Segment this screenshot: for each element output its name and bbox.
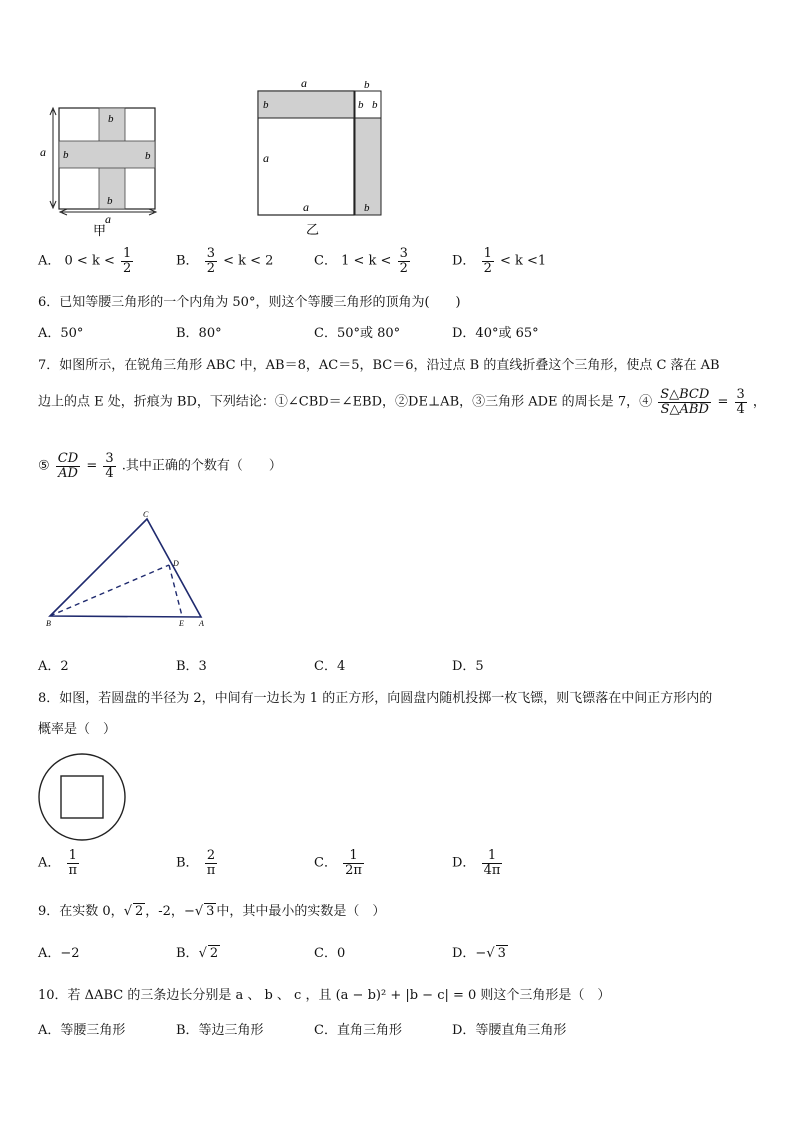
dartboard-figure <box>36 752 130 842</box>
q5-option-a[interactable]: A． 0 < k < $\frac{1}{2}$ <box>38 246 132 276</box>
q6-option-d[interactable]: D．40°或 65° <box>452 326 539 341</box>
yi-b-mid: b <box>358 99 364 111</box>
q9-option-c[interactable]: C．0 <box>314 946 346 961</box>
q7-cd-ad: $\frac{CD}{AD}$ <box>57 451 79 481</box>
yi-b-right: b <box>372 99 378 111</box>
yi-b-top: b <box>364 79 370 91</box>
yi-b-bottom: b <box>364 202 370 214</box>
jia-a-left: a <box>40 145 46 159</box>
q8-option-d[interactable]: D． $\frac{1}{4\pi}$ <box>452 848 501 878</box>
label-d: D <box>173 559 179 568</box>
q7-option-a[interactable]: A．2 <box>38 659 69 674</box>
q7-stem-line1: 7．如图所示，在锐角三角形 ABC 中，AB＝8，AC＝5，BC＝6，沿过点 B 的直线折叠这个三角形，使点 C 落在 AB <box>38 358 720 373</box>
q7-option-d[interactable]: D．5 <box>452 659 484 674</box>
yi-b-left: b <box>263 99 269 111</box>
q10-option-c[interactable]: C．直角三角形 <box>314 1023 402 1038</box>
yi-caption: 乙 <box>306 222 320 237</box>
yi-a-top: a <box>301 76 307 90</box>
q10-option-a[interactable]: A．等腰三角形 <box>38 1023 126 1038</box>
q8-stem-line1: 8．如图，若圆盘的半径为 2，中间有一边长为 1 的正方形，向圆盘内随机投掷一枚飞镖，则飞镖落在中间正方形内的 <box>38 691 713 706</box>
q5-option-b[interactable]: B． $\frac{3}{2}$ < k < 2 <box>176 246 274 276</box>
q5-b-frac: $\frac{3}{2}$ <box>206 246 215 276</box>
jia-caption: 甲 <box>93 223 107 238</box>
q7-area-ratio: $\frac{\text{S△BCD}}{\text{S△ABD}}$ <box>660 387 710 417</box>
q5-a-frac: $\frac{1}{2}$ <box>123 246 132 276</box>
label-a: A <box>199 619 204 628</box>
q6-option-a[interactable]: A．50° <box>38 326 84 341</box>
q7-option-b[interactable]: B．3 <box>176 659 207 674</box>
q8-option-a[interactable]: A． $\frac{1}{\pi}$ <box>38 848 78 878</box>
q7-three-quarters: $\frac{3}{4}$ <box>736 387 745 417</box>
label-b: B <box>46 619 51 628</box>
q7-triangle-figure <box>40 508 220 632</box>
jia-a-bottom: a <box>105 212 111 226</box>
q7-stem-line2: 边上的点 E 处，折痕为 BD，下列结论：①∠CBD＝∠EBD，②DE⊥AB，③三角形 ADE 的周长是 7，④ $\frac{\text{S△BCD}}{\text{S△ABD}}$ = $\frac{3}{4}$ ， <box>38 387 766 417</box>
q8-option-b[interactable]: B． $\frac{2}{\pi}$ <box>176 848 216 878</box>
jia-b-right: b <box>145 150 151 162</box>
q9-option-a[interactable]: A．−2 <box>38 946 80 961</box>
jia-b-top: b <box>108 113 114 125</box>
q5-option-d[interactable]: D． $\frac{1}{2}$ < k <1 <box>452 246 547 276</box>
q9-option-b[interactable]: B．√ 2 <box>176 946 219 961</box>
q9-option-d[interactable]: D．−√ 3 <box>452 946 506 961</box>
q7-stem-line3: ⑤ $\frac{CD}{AD}$ = $\frac{3}{4}$ .其中正确的个数有（ ） <box>38 451 282 481</box>
q6-option-c[interactable]: C．50°或 80° <box>314 326 401 341</box>
q10-option-b[interactable]: B．等边三角形 <box>176 1023 264 1038</box>
label-c: C <box>143 510 149 519</box>
figure-yi <box>252 76 392 240</box>
label-e: E <box>179 619 184 628</box>
q7-line3-frac: $\frac{3}{4}$ <box>105 451 114 481</box>
q8-stem-line2: 概率是（ ） <box>38 722 117 737</box>
q10-stem: 10．若 ΔABC 的三条边长分别是 a 、 b 、 c ，且 (a − b)² + |b − c| = 0 则这个三角形是（ ） <box>38 988 611 1003</box>
jia-b-bottom: b <box>107 195 113 207</box>
q5-option-c[interactable]: C． 1 < k < $\frac{3}{2}$ <box>314 246 408 276</box>
q7-option-c[interactable]: C．4 <box>314 659 346 674</box>
q6-option-b[interactable]: B．80° <box>176 326 222 341</box>
q5-d-frac: $\frac{1}{2}$ <box>483 246 492 276</box>
yi-a-bottom: a <box>303 200 309 214</box>
figure-jia <box>36 100 166 240</box>
q8-option-c[interactable]: C． $\frac{1}{2\pi}$ <box>314 848 362 878</box>
jia-b-left: b <box>63 149 69 161</box>
q10-option-d[interactable]: D．等腰直角三角形 <box>452 1023 567 1038</box>
q9-stem: 9．在实数 0，√ 2 ，-2，−√ 3 中，其中最小的实数是（ ） <box>38 904 386 919</box>
q6-stem: 6．已知等腰三角形的一个内角为 50°，则这个等腰三角形的顶角为( ) <box>38 295 461 310</box>
q5-c-frac: $\frac{3}{2}$ <box>399 246 408 276</box>
yi-a-left: a <box>263 151 269 165</box>
